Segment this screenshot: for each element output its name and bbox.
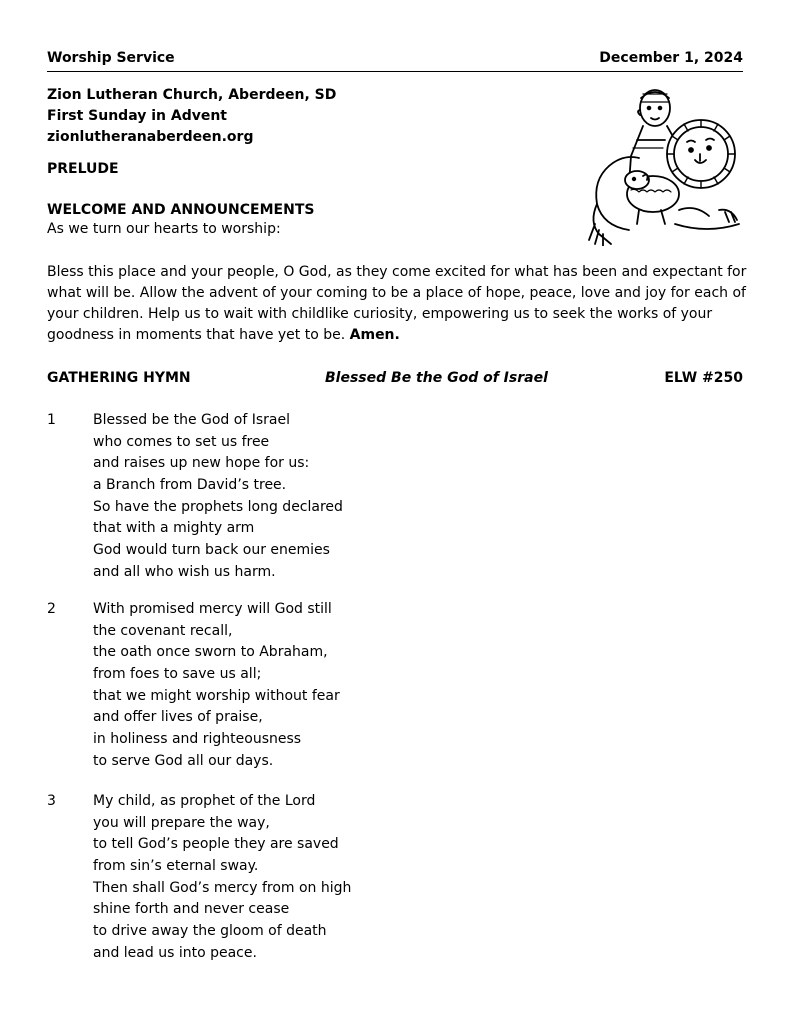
verse-line: and raises up new hope for us: [93, 455, 310, 472]
verse-line: and all who wish us harm. [93, 563, 276, 580]
verse-number: 1 [47, 412, 56, 428]
verse-line: to tell God’s people they are saved [93, 836, 339, 853]
verse-number: 3 [47, 793, 56, 809]
verse-line: from foes to save us all; [93, 666, 262, 683]
verse-line: God would turn back our enemies [93, 542, 330, 559]
welcome-intro: As we turn our hearts to worship: [47, 221, 281, 237]
prelude-heading: PRELUDE [47, 161, 119, 177]
verse-line: the covenant recall, [93, 622, 233, 639]
church-info [47, 85, 336, 148]
verse-line: So have the prophets long declared [93, 498, 343, 515]
verse-line: Then shall God’s mercy from on high [93, 879, 352, 896]
verse-line: to drive away the gloom of death [93, 923, 327, 940]
verse-line: that with a mighty arm [93, 520, 255, 537]
prayer-amen: Amen. [349, 327, 400, 343]
hymn-number: ELW #250 [664, 370, 743, 386]
verse-line: My child, as prophet of the Lord [93, 793, 316, 809]
verse-line: and offer lives of praise, [93, 709, 263, 726]
church-website: zionlutheranaberdeen.org [47, 129, 254, 145]
verse-line: the oath once sworn to Abraham, [93, 644, 328, 661]
verse-number: 2 [47, 601, 56, 617]
verse-line: who comes to set us free [93, 433, 270, 450]
hymn-label: GATHERING HYMN [47, 370, 191, 386]
verse-line: you will prepare the way, [93, 814, 270, 831]
verse-line: that we might worship without fear [93, 687, 340, 704]
welcome-heading: WELCOME AND ANNOUNCEMENTS [47, 202, 315, 218]
verse-lines [93, 599, 340, 773]
opening-prayer [47, 262, 747, 346]
header-date: December 1, 2024 [599, 50, 743, 66]
child-lion-lamb-illustration [579, 84, 743, 246]
verse-line: With promised mercy will God still [93, 601, 332, 617]
verse-lines [93, 410, 343, 584]
header-service-title: Worship Service [47, 50, 175, 66]
verse-line: shine forth and never cease [93, 901, 290, 918]
verse-lines [93, 791, 351, 965]
verse-line: in holiness and righteousness [93, 731, 302, 748]
church-name: Zion Lutheran Church, Aberdeen, SD [47, 87, 337, 103]
verse-line: and lead us into peace. [93, 944, 257, 961]
hymn-title: Blessed Be the God of Israel [325, 370, 548, 386]
header-rule [47, 71, 743, 72]
page-header [47, 50, 743, 70]
verse-line: to serve God all our days. [93, 752, 274, 769]
prayer-text: Bless this place and your people, O God, as they come excited for what has been and expectant for what will be. Allow the advent of your coming to be a place of hope, peace, love and joy for each of your children. Help us to wait with childlike curiosity, empowering us to seek the works of your goodness in moments that have yet to be. [47, 264, 747, 343]
verse-line: from sin’s eternal sway. [93, 858, 259, 875]
verse-line: Blessed be the God of Israel [93, 412, 290, 428]
hymn-header [47, 370, 743, 390]
verse-line: a Branch from David’s tree. [93, 477, 287, 494]
liturgical-day: First Sunday in Advent [47, 108, 227, 124]
